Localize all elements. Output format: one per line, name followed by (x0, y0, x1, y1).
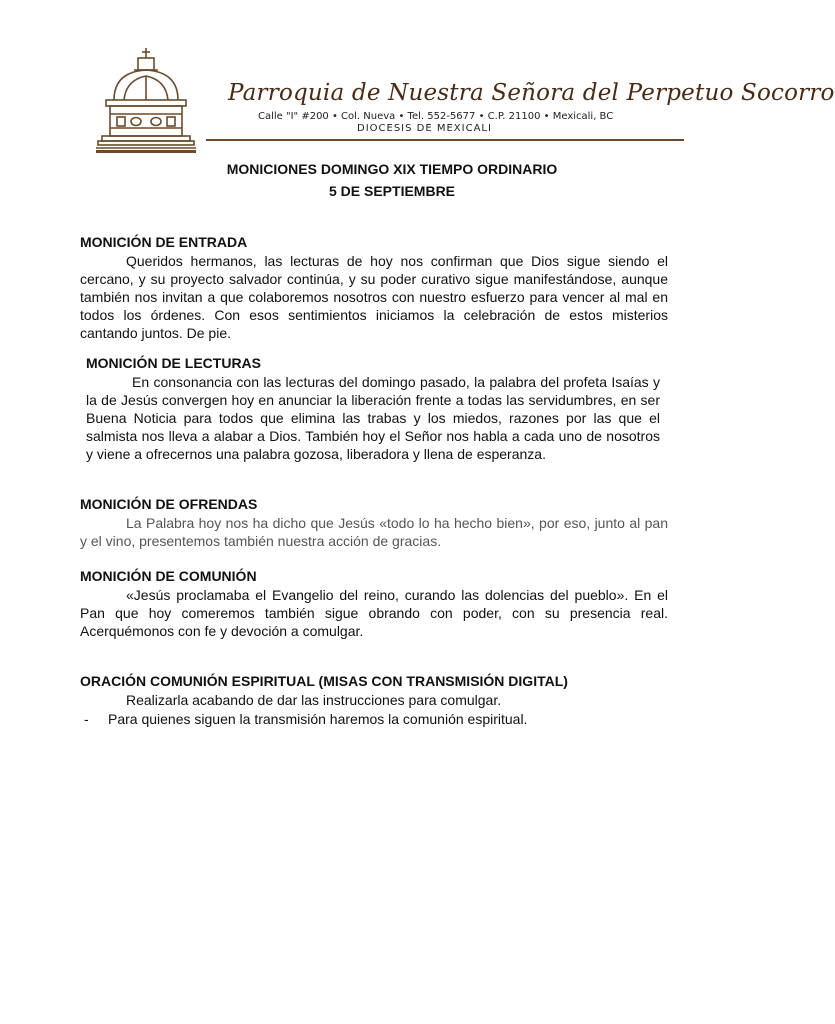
section-body: En consonancia con las lecturas del domingo pasado, la palabra del profeta Isaías y la de Jesús convergen hoy en anunciar la liberación frente a todas las servidumbres, en ser Buena Noticia para todos que elimina las trabas y los miedos, razones por las que el salmista nos lleva a alabar a Dios. También hoy el Señor nos habla a cada uno de nosotros y viene a ofrecernos una palabra gozosa, liberadora y llena de esperanza. (86, 374, 660, 462)
letterhead (84, 40, 835, 162)
list-item (80, 710, 668, 728)
section-heading: MONICIÓN DE ENTRADA (80, 234, 248, 250)
section-heading: MONICIÓN DE OFRENDAS (80, 496, 258, 512)
section-body: La Palabra hoy nos ha dicho que Jesús «todo lo ha hecho bien», por eso, junto al pan y el vino, presentemos también nuestra acción de gracias. (80, 515, 668, 549)
section-lecturas (86, 355, 660, 463)
list-item-text: Para quienes siguen la transmisión haremos la comunión espiritual. (108, 711, 528, 727)
section-oracion-espiritual (80, 673, 668, 728)
section-heading: ORACIÓN COMUNIÓN ESPIRITUAL (MISAS CON TRANSMISIÓN DIGITAL) (80, 673, 568, 689)
document-date: 5 DE SEPTIEMBRE (328, 183, 456, 199)
section-entrada (80, 234, 668, 342)
document-title: MONICIONES DOMINGO XIX TIEMPO ORDINARIO (226, 161, 558, 177)
section-heading: MONICIÓN DE COMUNIÓN (80, 568, 257, 584)
section-body: «Jesús proclamaba el Evangelio del reino, curando las dolencias del pueblo». En el Pan que hoy comeremos también sigue obrando con poder, con su presencia real. Acerquémonos con fe y devoción a comulgar. (80, 587, 668, 639)
parish-name: Parroquia de Nuestra Señora del Perpetuo Socorro (228, 80, 835, 106)
diocese-name: DIOCESIS DE MEXICALI (357, 123, 492, 134)
section-ofrendas (80, 496, 668, 550)
header-rule (206, 139, 684, 141)
bullet-marker: - (84, 711, 89, 727)
section-body: Realizarla acabando de dar las instrucciones para comulgar. (126, 692, 502, 708)
section-comunion (80, 568, 668, 640)
church-dome-icon (90, 46, 202, 158)
parish-address: Calle "I" #200 • Col. Nueva • Tel. 552-5677 • C.P. 21100 • Mexicali, BC (258, 111, 614, 122)
section-heading: MONICIÓN DE LECTURAS (86, 355, 261, 371)
section-body: Queridos hermanos, las lecturas de hoy nos confirman que Dios sigue siendo el cercano, y su proyecto salvador continúa, y su poder curativo sigue manifestándose, aunque también nos invitan a que colaboremos nosotros con nuestro esfuerzo para vencer al mal en todos los órdenes. Con esos sentimientos iniciamos la celebración de estos misterios cantando juntos. De pie. (80, 253, 668, 341)
